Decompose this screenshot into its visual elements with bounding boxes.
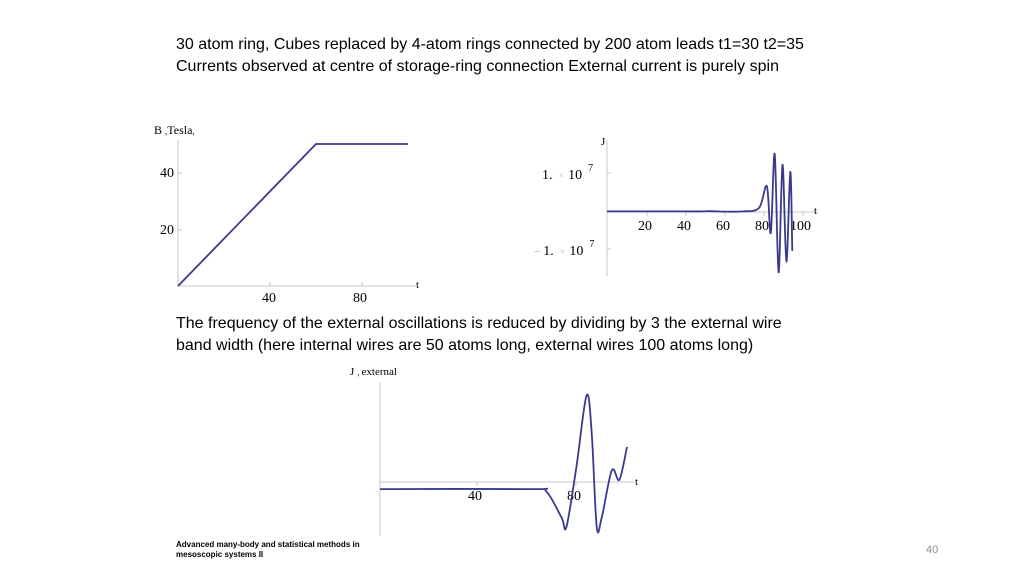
- j-xtick-label-20: 20: [638, 219, 652, 234]
- jext-xlabel: t: [635, 476, 639, 488]
- b-ytick-label-40: 40: [160, 166, 174, 181]
- jext-xtick-label-40: 40: [468, 489, 482, 504]
- b-ylabel: B ,Tesla,: [154, 123, 195, 137]
- b-xlabel: t: [416, 279, 420, 291]
- b-xtick-label-80: 80: [353, 291, 367, 306]
- slide-body-text: [176, 313, 876, 357]
- jext-series-line: [380, 395, 627, 533]
- b-series-line: [178, 144, 408, 286]
- j-series-line: [607, 154, 792, 273]
- j-xtick-label-40: 40: [677, 219, 691, 234]
- jext-ylabel: J , external: [350, 366, 397, 378]
- magnetic-field-chart: [150, 120, 430, 305]
- footer-course-title: [176, 540, 406, 560]
- j-ytick-label-pos: 1. × 10 $^7$: [542, 163, 594, 183]
- b-ytick-label-20: 20: [160, 223, 174, 238]
- footer-line-2: mesoscopic systems II: [176, 550, 264, 559]
- j-xtick-label-100: 100: [790, 219, 811, 234]
- j-xtick-label-60: 60: [716, 219, 730, 234]
- j-ylabel: J: [601, 136, 606, 148]
- external-current-chart: [340, 360, 650, 540]
- slide-title: [176, 34, 936, 78]
- slide-number: 40: [926, 544, 939, 556]
- footer-line-1: Advanced many-body and statistical methods in: [176, 540, 360, 549]
- internal-current-chart: [528, 132, 828, 282]
- body-line-2: band width (here internal wires are 50 atoms long, external wires 100 atoms long): [176, 337, 754, 354]
- b-xtick-label-40: 40: [262, 291, 276, 306]
- title-line-2: Currents observed at centre of storage-ring connection External current is purely spin: [176, 58, 779, 75]
- body-line-1: The frequency of the external oscillations is reduced by dividing by 3 the external wire: [176, 315, 782, 332]
- jext-xtick-label-80: 80: [567, 489, 581, 504]
- j-xlabel: t: [814, 205, 818, 217]
- j-ytick-label-neg: − 1. × 10 $^7$: [534, 239, 595, 259]
- j-xtick-label-80: 80: [755, 219, 769, 234]
- title-line-1: 30 atom ring, Cubes replaced by 4-atom rings connected by 200 atom leads t1=30 t2=35: [176, 36, 804, 53]
